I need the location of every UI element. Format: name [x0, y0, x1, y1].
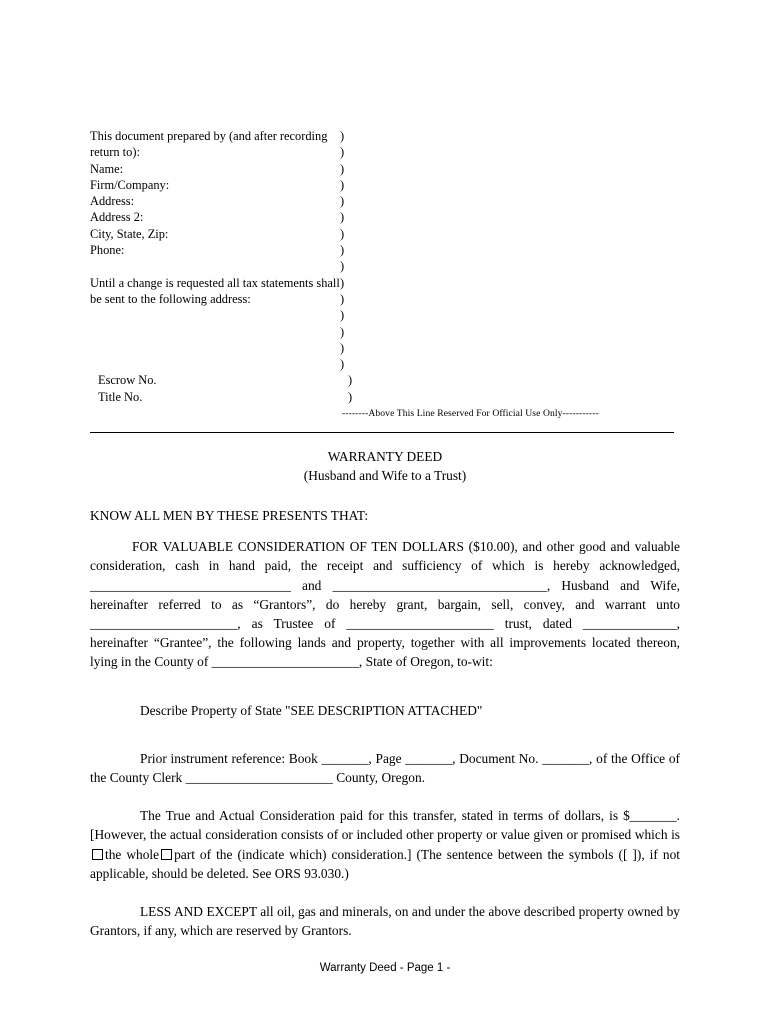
header-row — [90, 128, 680, 144]
header-row-paren: ) — [340, 161, 345, 176]
title-number-row — [90, 389, 680, 405]
header-row — [90, 193, 680, 209]
header-row — [90, 340, 680, 356]
header-row-paren: ) — [340, 275, 345, 290]
header-row-paren: ) — [340, 177, 345, 192]
header-row-paren: ) — [340, 291, 345, 306]
page-subtitle: (Husband and Wife to a Trust) — [303, 468, 467, 483]
header-row-label: Firm/Company: — [90, 177, 170, 192]
header-row-paren: ) — [340, 129, 345, 143]
document-body — [90, 506, 680, 940]
header-row-paren: ) — [340, 259, 345, 274]
header-row — [90, 242, 680, 258]
official-use-row — [90, 405, 680, 421]
header-row — [90, 177, 680, 193]
header-row-label: Until a change is requested all tax statements shall — [90, 275, 340, 290]
header-row-label: City, State, Zip: — [90, 226, 169, 241]
header-row — [90, 144, 680, 160]
header-row-paren: ) — [340, 243, 345, 258]
whole-checkbox[interactable] — [92, 849, 103, 860]
recording-header-block — [90, 128, 680, 421]
consideration-paragraph: FOR VALUABLE CONSIDERATION OF TEN DOLLARS ($10.00), and other good and valuable consideration, cash in hand paid, the receipt and sufficiency of which is hereby acknowledged, ______________________________ and ________________________________, Husband and Wife, hereinafter referred to as “Grantors”, do hereby grant, bargain, sell, convey, and warrant unto ______________________, as Trustee of ______________________ trust, dated ______________, hereinafter “Grantee”, the following lands and property, together with all improvements located thereon, lying in the County of ______________________, State of Oregon, to-wit: — [90, 539, 680, 670]
header-row-paren: ) — [340, 308, 345, 323]
header-row — [90, 258, 680, 274]
header-row-label: Address 2: — [90, 210, 144, 225]
header-row-paren: ) — [340, 357, 345, 372]
header-row — [90, 291, 680, 307]
header-row-paren: ) — [340, 324, 345, 339]
header-row-label: be sent to the following address: — [90, 291, 251, 306]
title-block — [90, 447, 680, 485]
header-row-paren: ) — [340, 340, 345, 355]
header-row-label: This document prepared by (and after recording — [90, 129, 328, 143]
describe-property-line: Describe Property of State "SEE DESCRIPTION ATTACHED" — [140, 702, 483, 718]
header-row-paren: ) — [340, 226, 345, 241]
header-row-label: Address: — [90, 194, 135, 209]
header-row-paren: ) — [340, 210, 345, 225]
part-checkbox[interactable] — [161, 849, 172, 860]
true-consideration-text-1: The True and Actual Consideration paid for this transfer, stated in terms of dollars, is $_______. [However, the actual consideration consists of or included other property or value given or promised which is — [90, 808, 680, 843]
header-row — [90, 356, 680, 372]
header-divider-rule — [90, 432, 674, 433]
header-row-paren: ) — [340, 194, 345, 209]
prior-instrument-paragraph: Prior instrument reference: Book _______, Page _______, Document No. _______, of the Office of the County Clerk ______________________ County, Oregon. — [90, 750, 680, 786]
title-number-label: Title No. — [98, 389, 143, 404]
header-row — [90, 275, 680, 291]
escrow-number-paren: ) — [348, 373, 353, 388]
true-consideration-text-3: part of the (indicate which) consideration.] (The sentence between the symbols ([ ]), if not applicable, should be deleted. See ORS 93.030.) — [90, 846, 680, 881]
header-row — [90, 161, 680, 177]
header-row — [90, 209, 680, 225]
escrow-number-row — [90, 372, 680, 388]
escrow-number-label: Escrow No. — [98, 373, 157, 388]
page-title: WARRANTY DEED — [327, 449, 443, 464]
header-row-label: Phone: — [90, 243, 125, 258]
true-consideration-paragraph — [90, 806, 680, 883]
page-footer: Warranty Deed - Page 1 - — [319, 962, 451, 974]
header-row-paren: ) — [340, 145, 345, 160]
header-row — [90, 226, 680, 242]
less-and-except-paragraph: LESS AND EXCEPT all oil, gas and minerals, on and under the above described property owned by Grantors, if any, which are reserved by Grantors. — [90, 904, 680, 939]
header-row — [90, 324, 680, 340]
know-all-men-line: KNOW ALL MEN BY THESE PRESENTS THAT: — [90, 508, 369, 523]
official-use-line: --------Above This Line Reserved For Official Use Only----------- — [342, 408, 599, 420]
title-number-paren: ) — [348, 389, 353, 404]
header-row-label: return to): — [90, 145, 140, 160]
header-row-label: Name: — [90, 161, 124, 176]
header-row — [90, 307, 680, 323]
true-consideration-text-2: the whole — [105, 846, 160, 862]
